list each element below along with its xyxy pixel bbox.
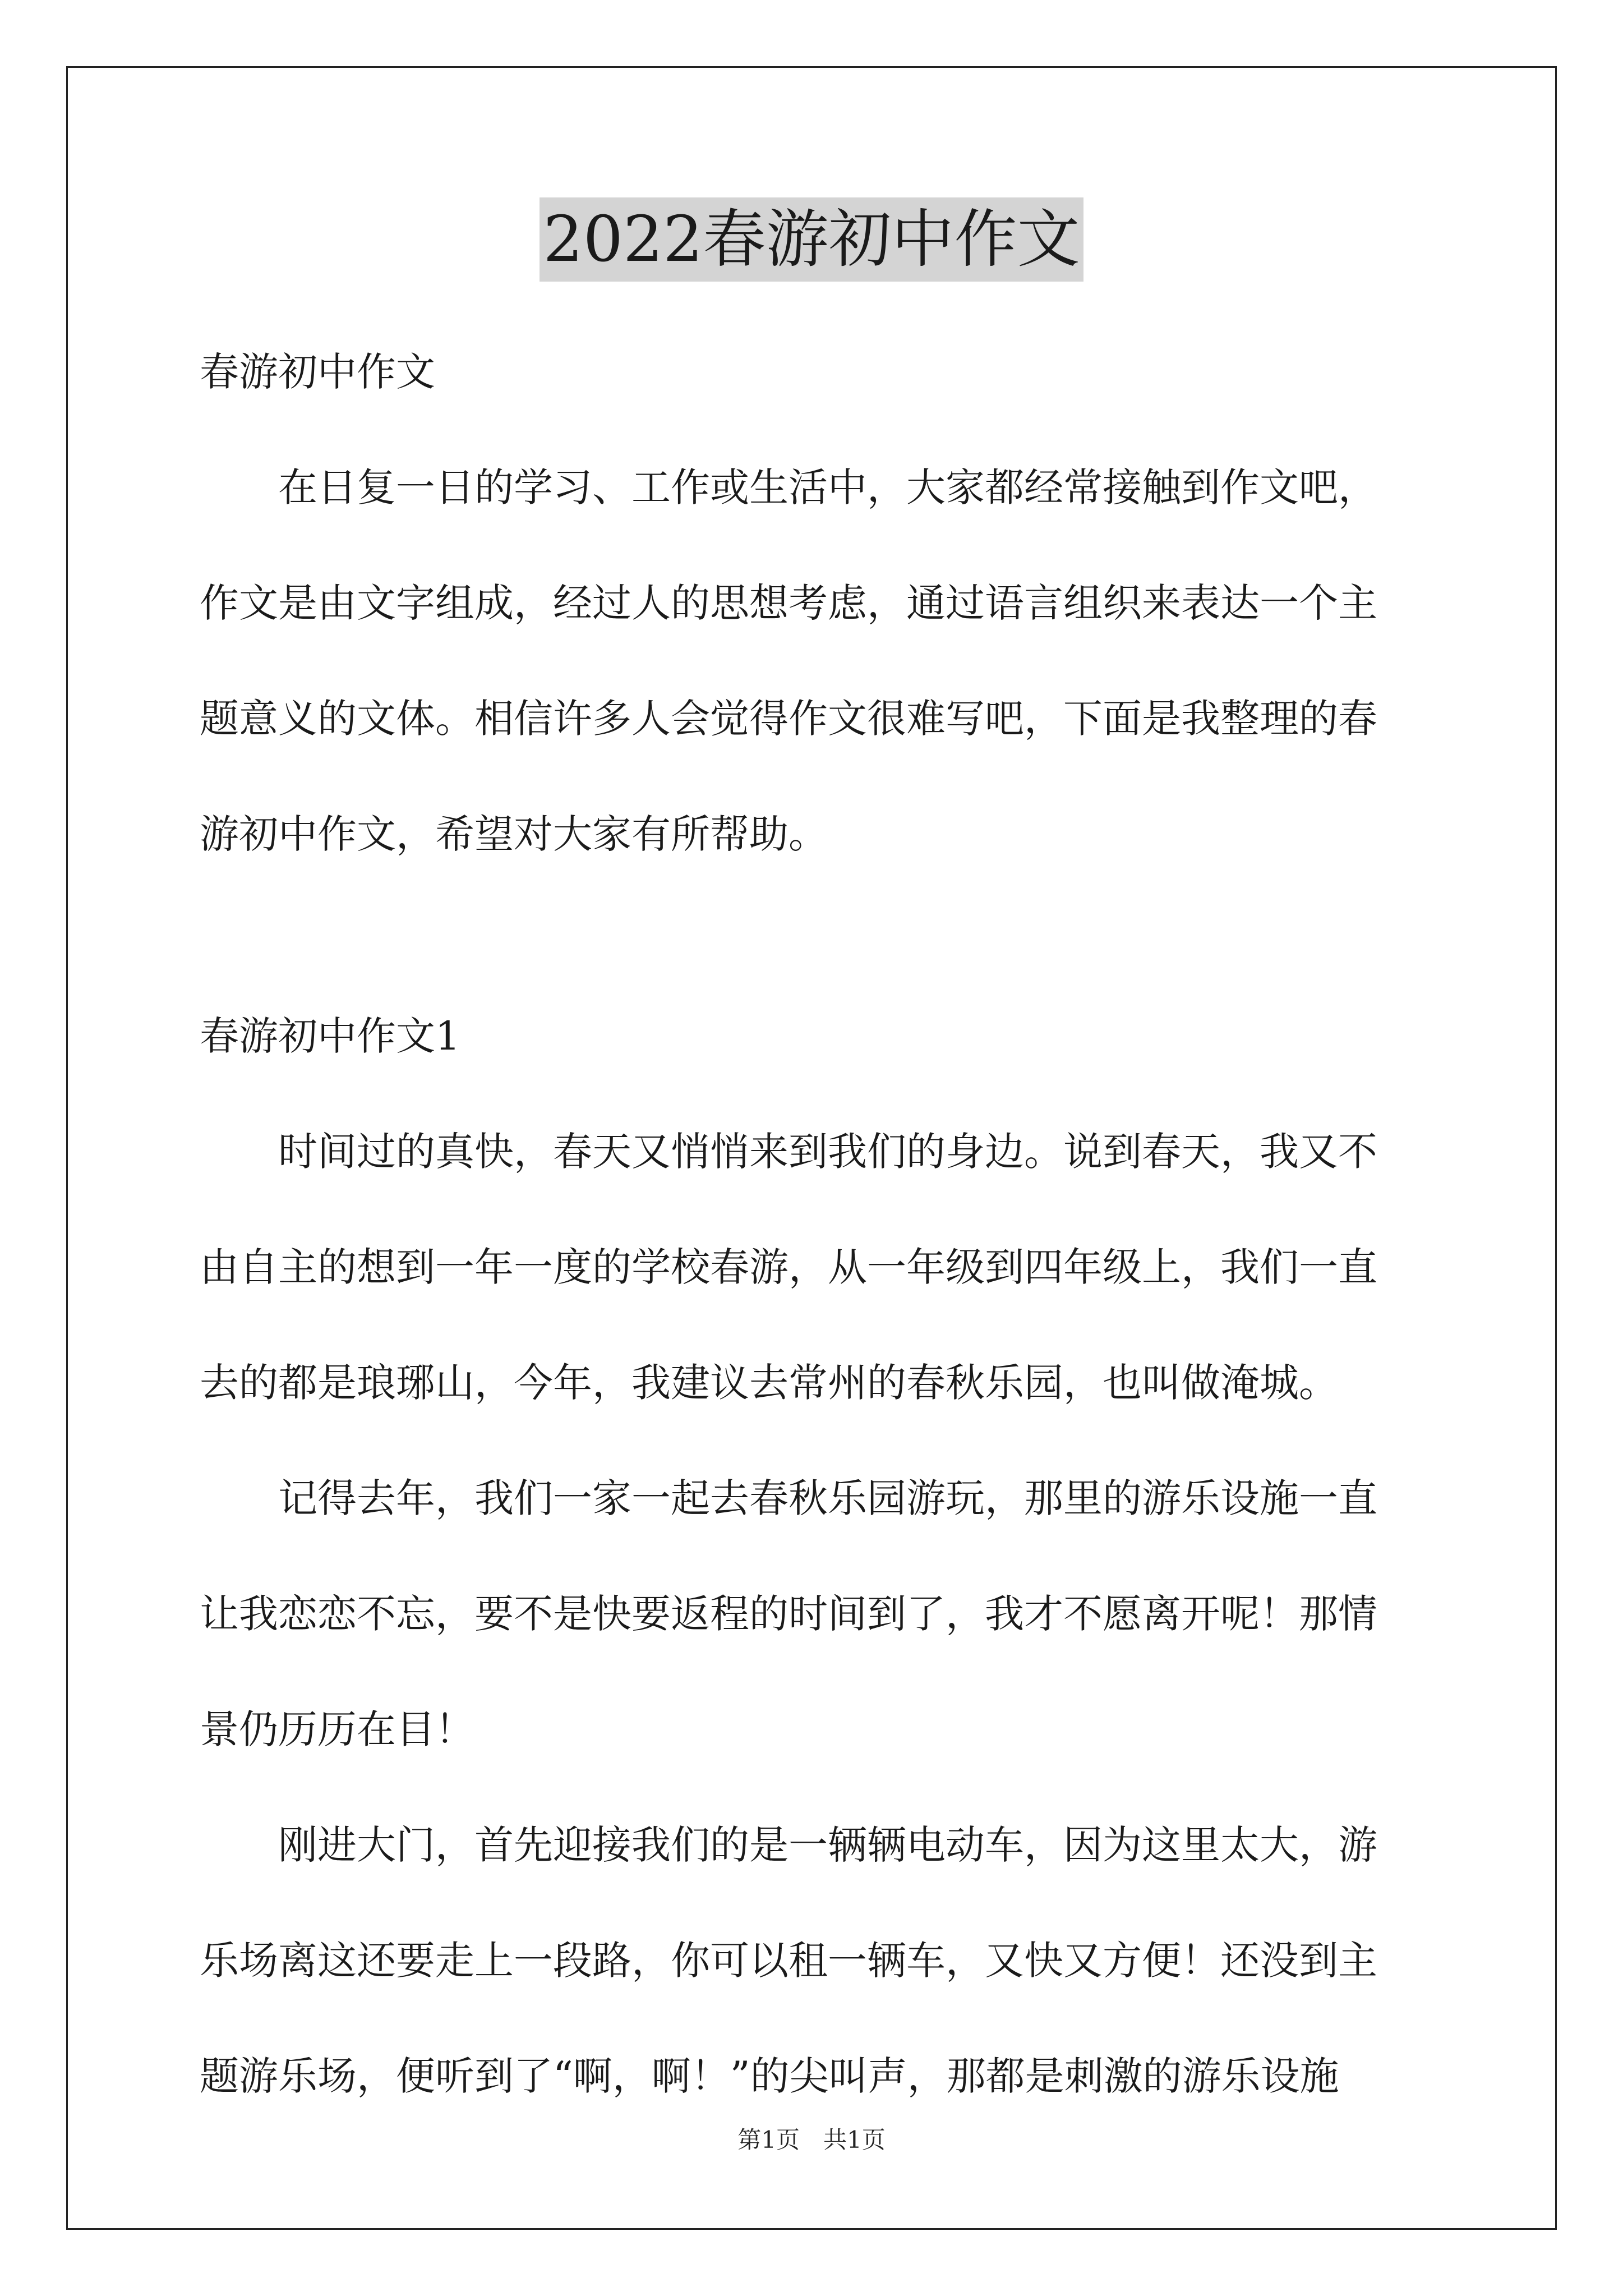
title-container xyxy=(0,197,1623,282)
intro-line: 在日复一日的学习、工作或生活中，大家都经常接触到作文吧， xyxy=(200,464,1377,510)
document-subtitle: 春游初中作文 xyxy=(200,349,435,395)
section-line: 去的都是琅琊山，今年，我建议去常州的春秋乐园，也叫做淹城。 xyxy=(200,1360,1338,1406)
document-title: 2022春游初中作文 xyxy=(540,197,1083,282)
section-line: 记得去年，我们一家一起去春秋乐园游玩，那里的游乐设施一直 xyxy=(200,1475,1377,1521)
section-heading: 春游初中作文1 xyxy=(200,1013,460,1059)
section-line: 题游乐场，便听到了“啊，啊！”的尖叫声，那都是刺激的游乐设施 xyxy=(200,2053,1339,2099)
page-footer: 第1页 共1页 xyxy=(737,2126,886,2154)
section-line: 时间过的真快，春天又悄悄来到我们的身边。说到春天，我又不 xyxy=(200,1129,1377,1175)
intro-line: 题意义的文体。相信许多人会觉得作文很难写吧，下面是我整理的春 xyxy=(200,696,1377,742)
section-line: 乐场离这还要走上一段路，你可以租一辆车，又快又方便！还没到主 xyxy=(200,1938,1377,1984)
section-line: 刚进大门，首先迎接我们的是一辆辆电动车，因为这里太大，游 xyxy=(200,1822,1377,1868)
intro-line: 作文是由文字组成，经过人的思想考虑，通过语言组织来表达一个主 xyxy=(200,580,1377,626)
section-line: 景仍历历在目！ xyxy=(200,1706,474,1752)
intro-line: 游初中作文，希望对大家有所帮助。 xyxy=(200,811,828,857)
section-line: 由自主的想到一年一度的学校春游，从一年级到四年级上，我们一直 xyxy=(200,1244,1377,1290)
section-line: 让我恋恋不忘，要不是快要返程的时间到了，我才不愿离开呢！那情 xyxy=(200,1591,1377,1637)
